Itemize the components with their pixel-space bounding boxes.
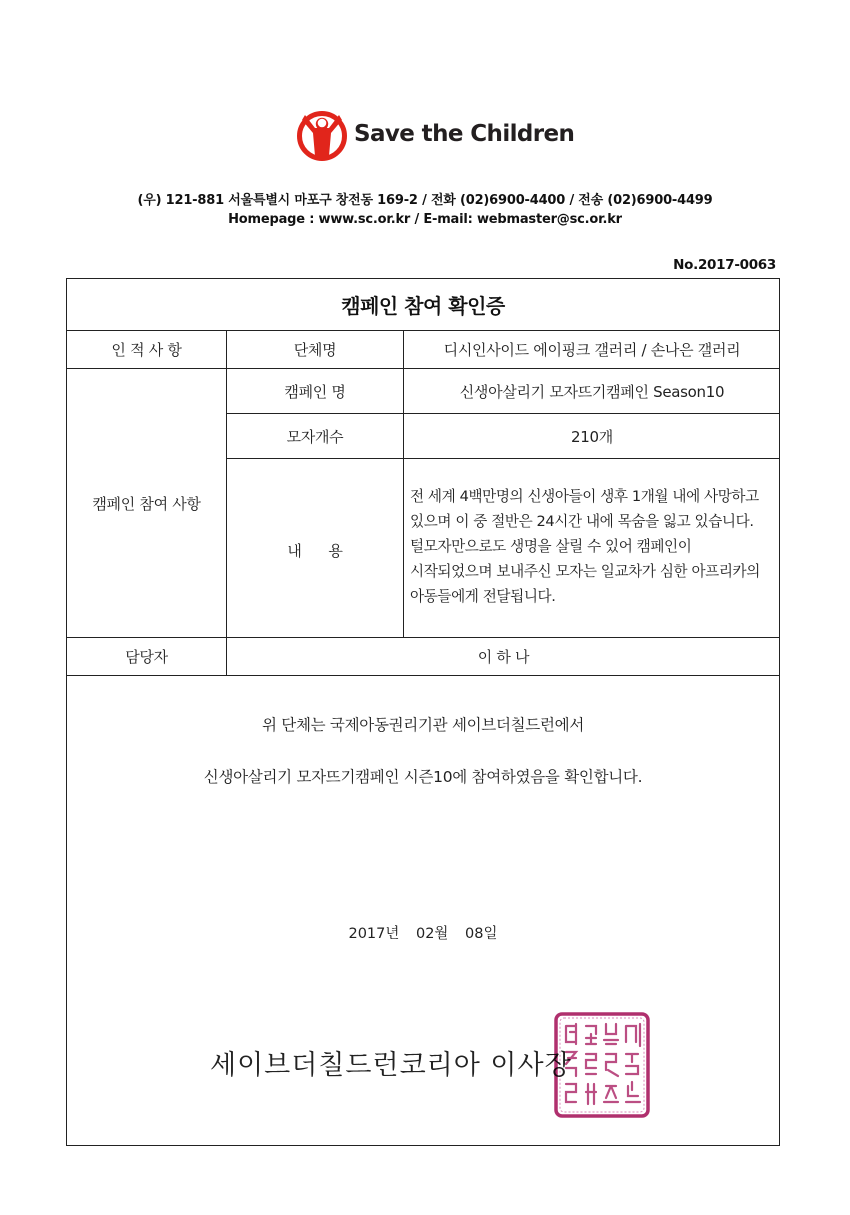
web-contact-line: Homepage : www.sc.or.kr / E-mail: webmaster@sc.or.kr xyxy=(228,212,622,227)
hat-count-value: 210개 xyxy=(571,427,613,446)
signer-title: 세이브더칠드런코리아 이사장 xyxy=(210,1050,572,1081)
contact-person-value: 이 하 나 xyxy=(477,648,530,666)
contact-person-label: 담당자 xyxy=(125,648,168,666)
certificate-title: 캠페인 참여 확인증 xyxy=(341,294,505,318)
campaign-section-label: 캠페인 참여 사항 xyxy=(92,494,201,513)
divider xyxy=(227,458,780,459)
organization-name-label: 단체명 xyxy=(293,341,337,359)
issue-date: 2017년 02월 08일 xyxy=(348,926,498,942)
statement-line-2: 신생아살리기 모자뜨기캠페인 시즌10에 참여하였음을 확인합니다. xyxy=(203,768,643,786)
child-raising-arms-icon xyxy=(296,106,348,162)
content-label: 내 용 xyxy=(287,541,343,560)
hat-count-label: 모자개수 xyxy=(286,427,344,446)
official-seal-stamp-icon xyxy=(554,1012,650,1118)
statement-line-1: 위 단체는 국제아동권리기관 세이브더칠드런에서 xyxy=(261,716,585,734)
organization-name-value: 디시인사이드 에이핑크 갤러리 / 손나은 갤러리 xyxy=(443,341,741,359)
save-the-children-logo xyxy=(296,106,574,162)
campaign-name-label: 캠페인 명 xyxy=(284,382,346,401)
logo-text: Save the Children xyxy=(354,121,575,147)
content-description: 전 세계 4백만명의 신생아들이 생후 1개월 내에 사망하고 있으며 이 중 절반은 24시간 내에 목숨을 잃고 있습니다. 털모자만으로도 생명을 살릴 수 있어 캠페인이 시작되었으며 보내주신 모자는 일교차가 심한 아프리카의 아동들에게 전달됩니다. xyxy=(410,488,760,605)
campaign-name-value: 신생아살리기 모자뜨기캠페인 Season10 xyxy=(459,382,725,401)
document-number: No.2017-0063 xyxy=(673,257,776,273)
divider xyxy=(66,675,780,676)
identity-section-label: 인 적 사 항 xyxy=(111,341,182,359)
address-line: (우) 121-881 서울특별시 마포구 창전동 169-2 / 전화 (02)6900-4400 / 전송 (02)6900-4499 xyxy=(137,193,713,208)
